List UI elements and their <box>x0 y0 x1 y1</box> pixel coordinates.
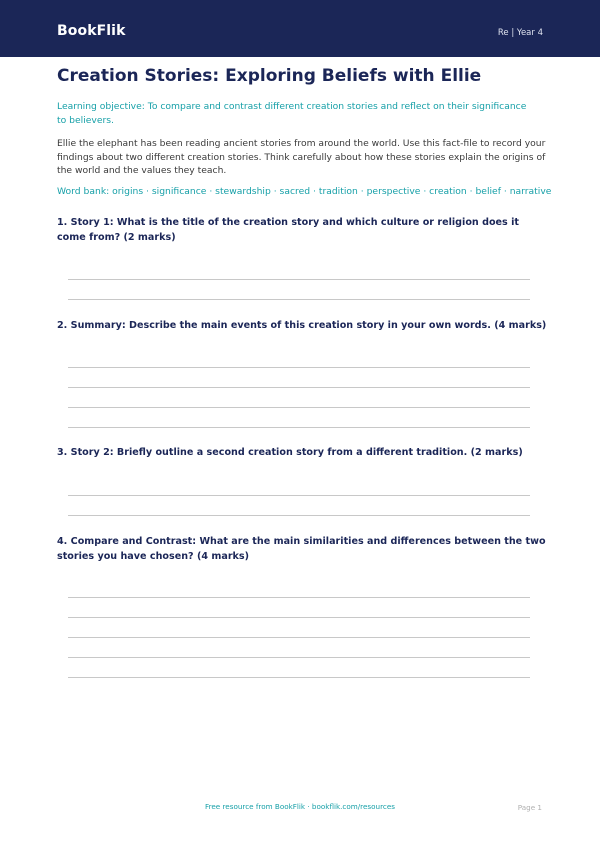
answer-line[interactable] <box>68 617 530 618</box>
brand-logo-text[interactable]: BookFlik <box>57 23 126 39</box>
answer-line[interactable] <box>68 637 530 638</box>
word-bank: Word bank: origins · significance · stewardship · sacred · tradition · perspective · creation · belief · narrative <box>57 186 552 197</box>
answer-line[interactable] <box>68 299 530 300</box>
page-number: Page 1 <box>517 803 542 812</box>
question-3: 3. Story 2: Briefly outline a second creation story from a different tradition. (2 marks) <box>57 447 523 458</box>
question-4: 4. Compare and Contrast: What are the main similarities and differences between the two stories you have chosen? (4 marks) <box>57 536 546 562</box>
subject-year-label: Re | Year 4 <box>497 28 543 38</box>
answer-line[interactable] <box>68 279 530 280</box>
question-1: 1. Story 1: What is the title of the creation story and which culture or religion does it come from? (2 marks) <box>57 217 519 243</box>
answer-line[interactable] <box>68 657 530 658</box>
footer-credit[interactable]: Free resource from BookFlik · bookflik.com/resources <box>204 802 396 811</box>
intro-paragraph: Ellie the elephant has been reading ancient stories from around the world. Use this fact-file to record your findings about two different creation stories. Think carefully about how these stories explain the origins of the world and the values they teach. <box>57 138 546 176</box>
learning-objective: Learning objective: To compare and contrast different creation stories and reflect on their significance to believers. <box>57 101 527 126</box>
answer-line[interactable] <box>68 387 530 388</box>
answer-line[interactable] <box>68 367 530 368</box>
answer-line[interactable] <box>68 427 530 428</box>
answer-line[interactable] <box>68 407 530 408</box>
answer-line[interactable] <box>68 677 530 678</box>
answer-line[interactable] <box>68 515 530 516</box>
question-2: 2. Summary: Describe the main events of this creation story in your own words. (4 marks) <box>57 320 547 331</box>
answer-line[interactable] <box>68 495 530 496</box>
header-bar <box>0 0 600 57</box>
worksheet-title: Creation Stories: Exploring Beliefs with Ellie <box>57 66 482 86</box>
answer-line[interactable] <box>68 597 530 598</box>
